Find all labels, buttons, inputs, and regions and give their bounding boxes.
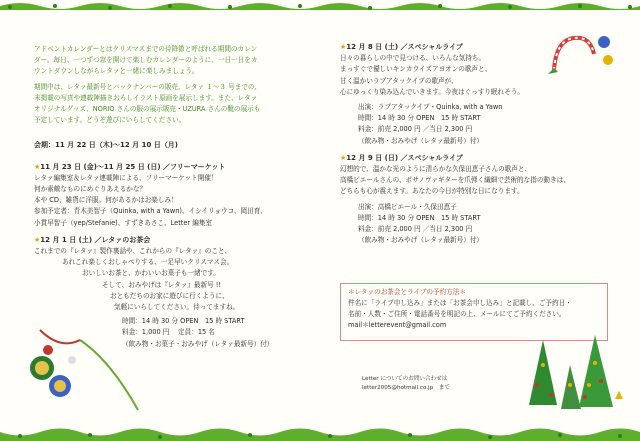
- tea-line: おともだちのお家に遊びに行くように、: [110, 291, 229, 300]
- market-line: 本や CD、雑貨に洋服。何があるかはお楽しみ！: [34, 196, 178, 205]
- tea-line: あれこれ楽しくおしゃべりする、一足早いクリスマス会。: [62, 258, 234, 267]
- reservation-mail[interactable]: mail＊letterevent@gmail.com: [348, 321, 447, 329]
- tea-detail: 時間：14 時 30 分 OPEN 15 時 START: [122, 317, 245, 326]
- market-line: 参加予定者：青木美智子（Quinka, with a Yawn)、イシイリョウコ、岡田育、: [34, 207, 267, 216]
- candy-ornament-decoration: [544, 30, 616, 78]
- tea-line: これまでの『レタァ』製作裏話や、これからの『レタァ』のこと、: [34, 247, 232, 256]
- period-heading: 会期：11 月 22 日（木)〜12 月 10 日（月): [34, 141, 178, 150]
- reservation-line: 名前・人数・ご住所・電話番号を明記の上、メールにてご予約ください。: [348, 310, 566, 318]
- live2-detail: 料金：前売 2,000 円 ／当日 2,300 円: [358, 225, 473, 234]
- live2-line: 幻想的で、温かな光のように清らかな久保田恵子さんの歌声と、: [340, 165, 532, 174]
- live2-detail: （飲み物・おみやげ（レタァ最新号）付）: [358, 236, 484, 245]
- tea-line: おいしいお茶と、かわいいお菓子も一緒です。: [82, 269, 220, 278]
- tea-heading: ★12 月 1 日 (土) ／レタァのお茶会: [34, 235, 151, 244]
- star-icon: ★: [340, 43, 347, 51]
- intro-line: ウントダウンしながらレタァと一緒に楽しみましょう。: [34, 67, 199, 76]
- tea-detail: 料金：1,000 円 定員：15 名: [122, 328, 215, 337]
- bells-decoration: [20, 320, 140, 420]
- live1-line: まっすぐで優しいキンカウイズアヨオンの歌声と、: [340, 65, 492, 74]
- star-icon: ★: [340, 153, 347, 162]
- contact-note: [362, 375, 450, 393]
- live2-detail: 出演：高橋ピエール・久保田恵子: [358, 202, 457, 211]
- top-garland-decoration: [0, 0, 640, 14]
- tea-detail: （飲み物・お菓子・おみやげ（レタァ最新号）付）: [122, 339, 274, 348]
- intro-line: アドベントカレンダーとはクリスマスまでの待降節と呼ばれる期間のカレン: [34, 45, 258, 53]
- intro-line: ダー。毎日、一つずつ窓を開けて楽しむカレンダーのように、一日一日をカ: [34, 56, 258, 65]
- live2-detail: 時間：14 時 30 分 OPEN 15 時 START: [358, 213, 481, 222]
- live1-line: 甘く温かいラブアタックイブの歌声が、: [340, 76, 458, 85]
- tea-line: 気軽にいらしてください。待ってますね。: [114, 303, 240, 312]
- live1-line: 心にゆっくり染み込んでいきます。今夜はぐっすり眠れそう。: [340, 87, 524, 96]
- reservation-heading: ＊レタァのお茶会とライブの予約方法＊: [348, 288, 467, 296]
- reservation-line: 件名に「ライブ申し込み」または「お茶会申し込み」と記載し、ご予約日・: [348, 299, 572, 307]
- live2-line: どちらも心が震えます。あなたの今日が特別な日になります。: [340, 187, 524, 196]
- christmas-trees-decoration: [525, 335, 625, 415]
- live1-heading: ★12 月 8 日 (土) ／スペシャルライブ: [340, 43, 463, 51]
- contact-line: Letter についてのお問い合わせは: [362, 376, 448, 382]
- intro2-line: オリジナルグッズ、NORIO さんの服の展示販売・UZURA さんの靴の展示も: [34, 105, 261, 114]
- live1-detail: 出演：ラブアタックイブ・Quinka, with a Yawn: [358, 103, 503, 112]
- live1-detail: （飲み物・おみやげ（レタァ最新号）付）: [358, 136, 484, 145]
- market-heading: ★11 月 23 日 (金)〜11 月 25 日 (日) ／フリーマーケット: [34, 162, 226, 171]
- star-icon: ★: [34, 162, 41, 171]
- left-column: [34, 44, 314, 350]
- reservation-box: [340, 283, 608, 341]
- market-line: レタァ編集室＆レタァ連載陣による、フリーマーケット開催！: [34, 173, 218, 182]
- live2-line: 高橋ピエールさんの、ポサノヴァギターを爪弾く繊細で芸術的な指の動きは、: [340, 176, 570, 185]
- bottom-garland-decoration: [0, 427, 640, 441]
- live1-detail: 料金：前売 2,000 円 ／当日 2,300 円: [358, 125, 473, 134]
- intro2-line: 期間中は、レタァ最新号とバックナンバーの販売、レタァ １〜３ 号までの、: [34, 82, 261, 91]
- live1-line: 日々の暮らしの中で見つける、いろんな気持ち。: [340, 54, 486, 63]
- intro2-line: 未掲載の写真や連載陣描きおろしイラスト原画を展示します。また、レタァ: [34, 93, 258, 102]
- star-icon: ★: [34, 235, 41, 244]
- live2-heading: ★12 月 9 日 (日) ／スペシャルライブ: [340, 153, 463, 162]
- market-line: 小貫早智子（yep/Stefanie)、すずきあさこ、Letter 編集室: [34, 218, 213, 227]
- market-line: 何か素敵なものにめぐりあえるかな？: [34, 185, 147, 194]
- intro2-line: 予定しています。どうぞ遊びにいらしてください。: [34, 116, 186, 125]
- tea-line: そして、おみやげは『レタァ』最新号 !!: [102, 280, 222, 289]
- live1-detail: 時間：14 時 30 分 OPEN 15 時 START: [358, 114, 481, 123]
- contact-line: letter2005@hotmail.co.jp まで: [362, 385, 450, 391]
